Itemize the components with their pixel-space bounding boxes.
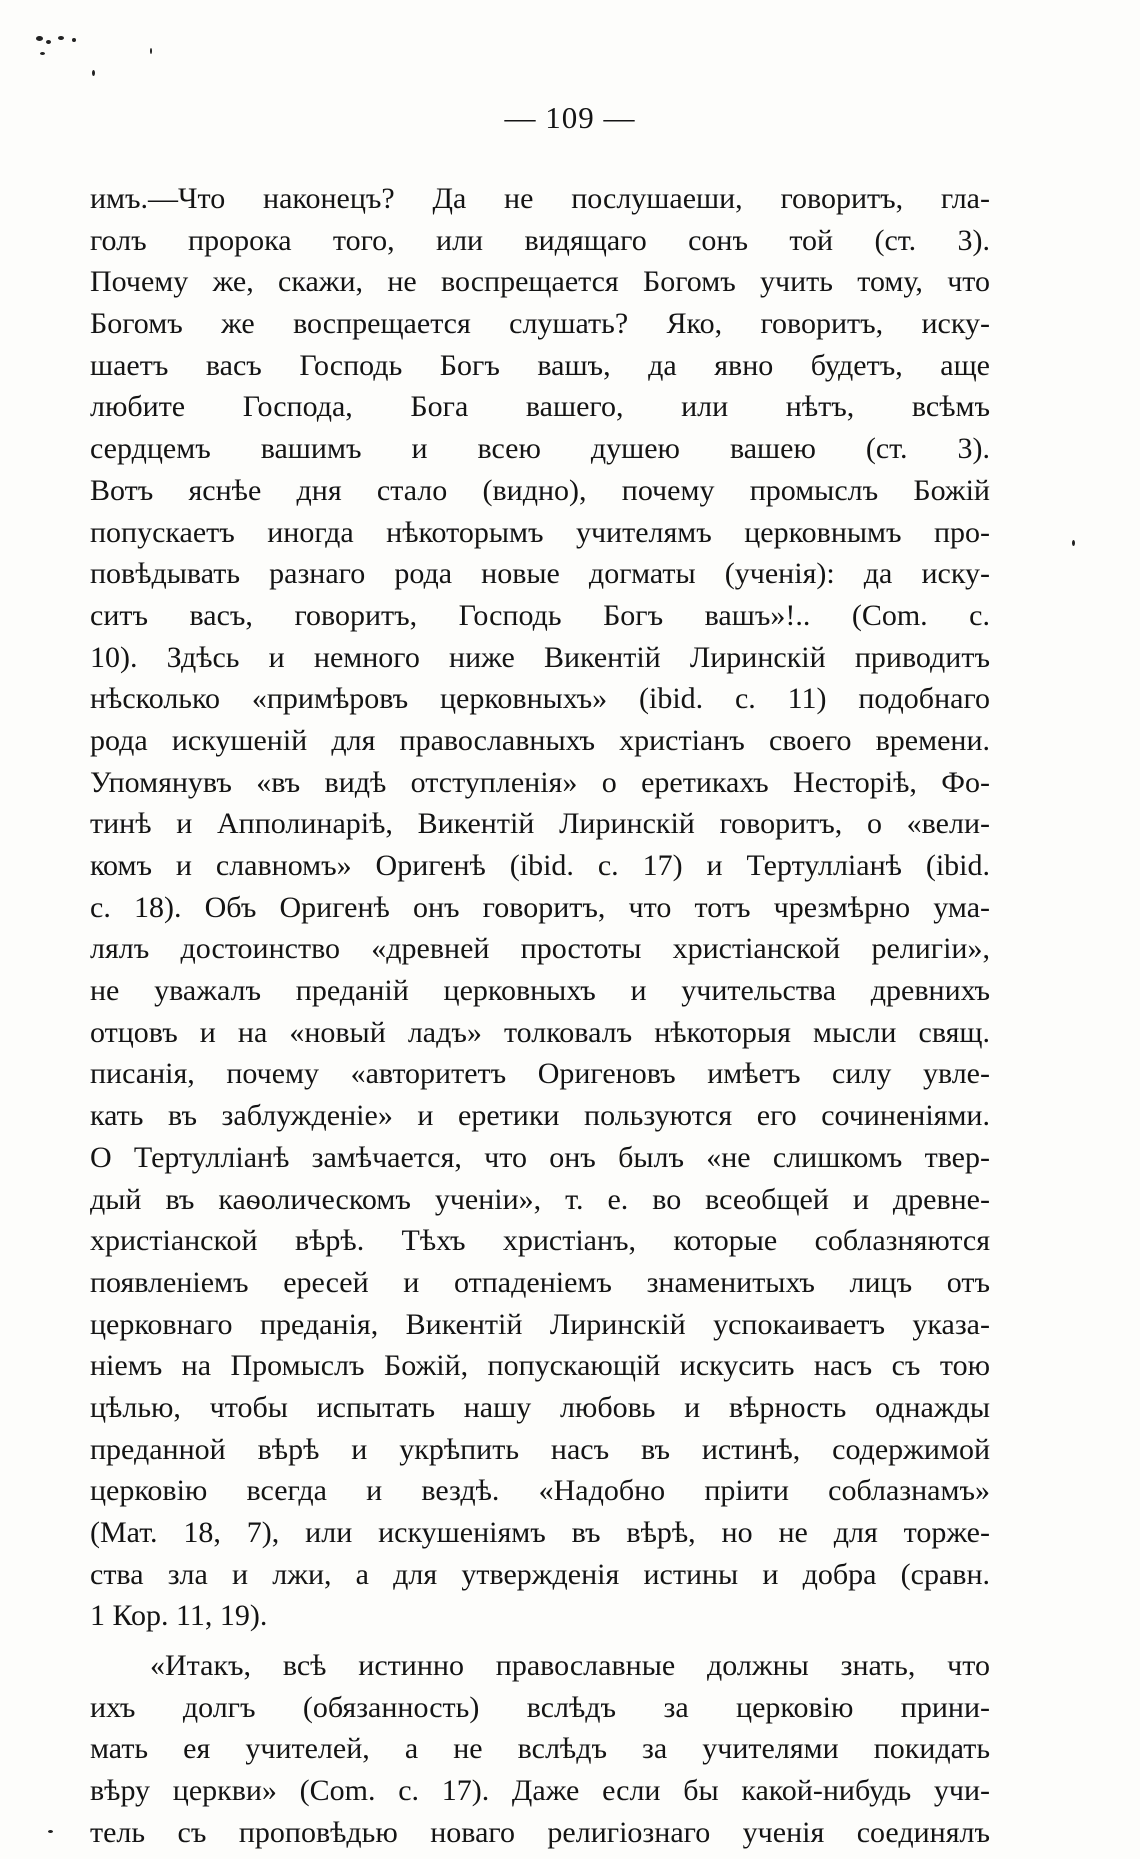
text-line: кать въ заблужденіе» и еретики пользуются его сочиненіями. xyxy=(90,1099,990,1133)
scan-speck xyxy=(72,38,76,42)
text-line: 10). Здѣсь и немного ниже Викентій Лиринскій приводитъ xyxy=(90,640,990,674)
text-line: ситъ васъ, говоритъ, Господь Богъ вашъ»!.. (Com. c. xyxy=(90,598,990,632)
text-line: отцовъ и на «новый ладъ» толковалъ нѣкоторыя мысли свящ. xyxy=(90,1015,990,1049)
paragraph-gap xyxy=(90,1637,990,1645)
text-line: не уважалъ преданій церковныхъ и учительства древнихъ xyxy=(90,974,990,1008)
text-line: попускаетъ иногда нѣкоторымъ учителямъ церковнымъ про- xyxy=(90,515,990,549)
text-line: нѣсколько «примѣровъ церковныхъ» (ibid. c. 11) подобнаго xyxy=(90,682,990,716)
text-line: писанія, почему «авторитетъ Оригеновъ имѣетъ силу увле- xyxy=(90,1057,990,1091)
page-number: — 109 — xyxy=(504,100,636,135)
scan-speck xyxy=(46,40,51,44)
text-line: ства зла и лжи, а для утвержденія истины и добра (сравн. xyxy=(90,1557,990,1591)
text-line: (Мат. 18, 7), или искушеніямъ въ вѣрѣ, но не для торже- xyxy=(90,1516,990,1549)
text-line: Почему же, скажи, не воспрещается Богомъ учить тому, что xyxy=(90,265,990,299)
text-line: Упомянувъ «въ видѣ отступленія» о еретикахъ Несторіѣ, Фо- xyxy=(90,765,990,799)
text-line: ніемъ на Промыслъ Божій, попускающій искусить насъ съ тою xyxy=(90,1349,990,1383)
text-line: повѣдывать разнаго рода новые догматы (ученія): да иску- xyxy=(90,557,990,591)
paragraph xyxy=(90,178,990,1637)
text-line: тель съ проповѣдью новаго религіознаго ученія соединялъ xyxy=(90,1815,990,1849)
text-line: 1 Кор. 11, 19). xyxy=(90,1599,268,1633)
text-line: рода искушеній для православныхъ христіанъ своего времени. xyxy=(90,723,990,757)
scan-speck xyxy=(48,1830,53,1833)
text-line: церковнаго преданія, Викентій Лиринскій успокаиваетъ указа- xyxy=(90,1307,990,1341)
scan-speck xyxy=(150,48,152,54)
text-line: Вотъ яснѣе дня стало (видно), почему промыслъ Божій xyxy=(90,473,990,507)
text-line: мать ея учителей, а не вслѣдъ за учителями покидать xyxy=(90,1732,990,1766)
scan-speck xyxy=(36,36,43,41)
text-line: «Итакъ, всѣ истинно православные должны знать, что xyxy=(150,1649,990,1683)
text-line: вѣру церкви» (Com. c. 17). Даже если бы какой-нибудь учи- xyxy=(90,1774,990,1808)
text-line: шаетъ васъ Господь Богъ вашъ, да явно будетъ, аще xyxy=(90,348,990,382)
text-line: ихъ долгъ (обязанность) вслѣдъ за церковію прини- xyxy=(90,1690,990,1724)
text-line: голъ пророка того, или видящаго сонъ той (ст. 3). xyxy=(90,223,990,257)
text-line: тинѣ и Апполинаріѣ, Викентій Лиринскій говоритъ, о «вели- xyxy=(90,807,990,841)
text-line: появленіемъ ересей и отпаденіемъ знаменитыхъ лицъ отъ xyxy=(90,1265,990,1299)
text-line: цѣлью, чтобы испытать нашу любовь и вѣрность однажды xyxy=(90,1390,990,1424)
body-text xyxy=(90,178,990,1854)
text-line: Богомъ же воспрещается слушать? Яко, говоритъ, иску- xyxy=(90,307,990,341)
text-line: имъ.—Что наконецъ? Да не послушаеши, говоритъ, гла- xyxy=(90,182,990,215)
text-line: комъ и славномъ» Оригенѣ (ibid. c. 17) и Тертулліанѣ (ibid. xyxy=(90,849,990,882)
scan-speck xyxy=(40,52,45,55)
text-line: лялъ достоинство «древней простоты христіанской религіи», xyxy=(90,932,990,966)
scan-speck xyxy=(58,36,64,40)
text-line: любите Господа, Бога вашего, или нѣтъ, всѣмъ xyxy=(90,390,990,424)
text-line: преданной вѣрѣ и укрѣпить насъ въ истинѣ, содержимой xyxy=(90,1432,990,1466)
text-line: сердцемъ вашимъ и всею душею вашею (ст. 3). xyxy=(90,432,990,466)
scan-speck xyxy=(92,70,95,76)
scan-speck xyxy=(1072,540,1075,546)
text-line: церковію всегда и вездѣ. «Надобно пріити соблазнамъ» xyxy=(90,1474,990,1508)
paragraph xyxy=(90,1645,990,1853)
text-line: дый въ каѳолическомъ ученіи», т. е. во всеобщей и древне- xyxy=(90,1182,990,1216)
text-line: c. 18). Объ Оригенѣ онъ говоритъ, что тотъ чрезмѣрно ума- xyxy=(90,890,990,924)
text-line: христіанской вѣрѣ. Тѣхъ христіанъ, которые соблазняются xyxy=(90,1224,990,1258)
text-line: О Тертулліанѣ замѣчается, что онъ былъ «не слишкомъ твер- xyxy=(90,1140,990,1174)
